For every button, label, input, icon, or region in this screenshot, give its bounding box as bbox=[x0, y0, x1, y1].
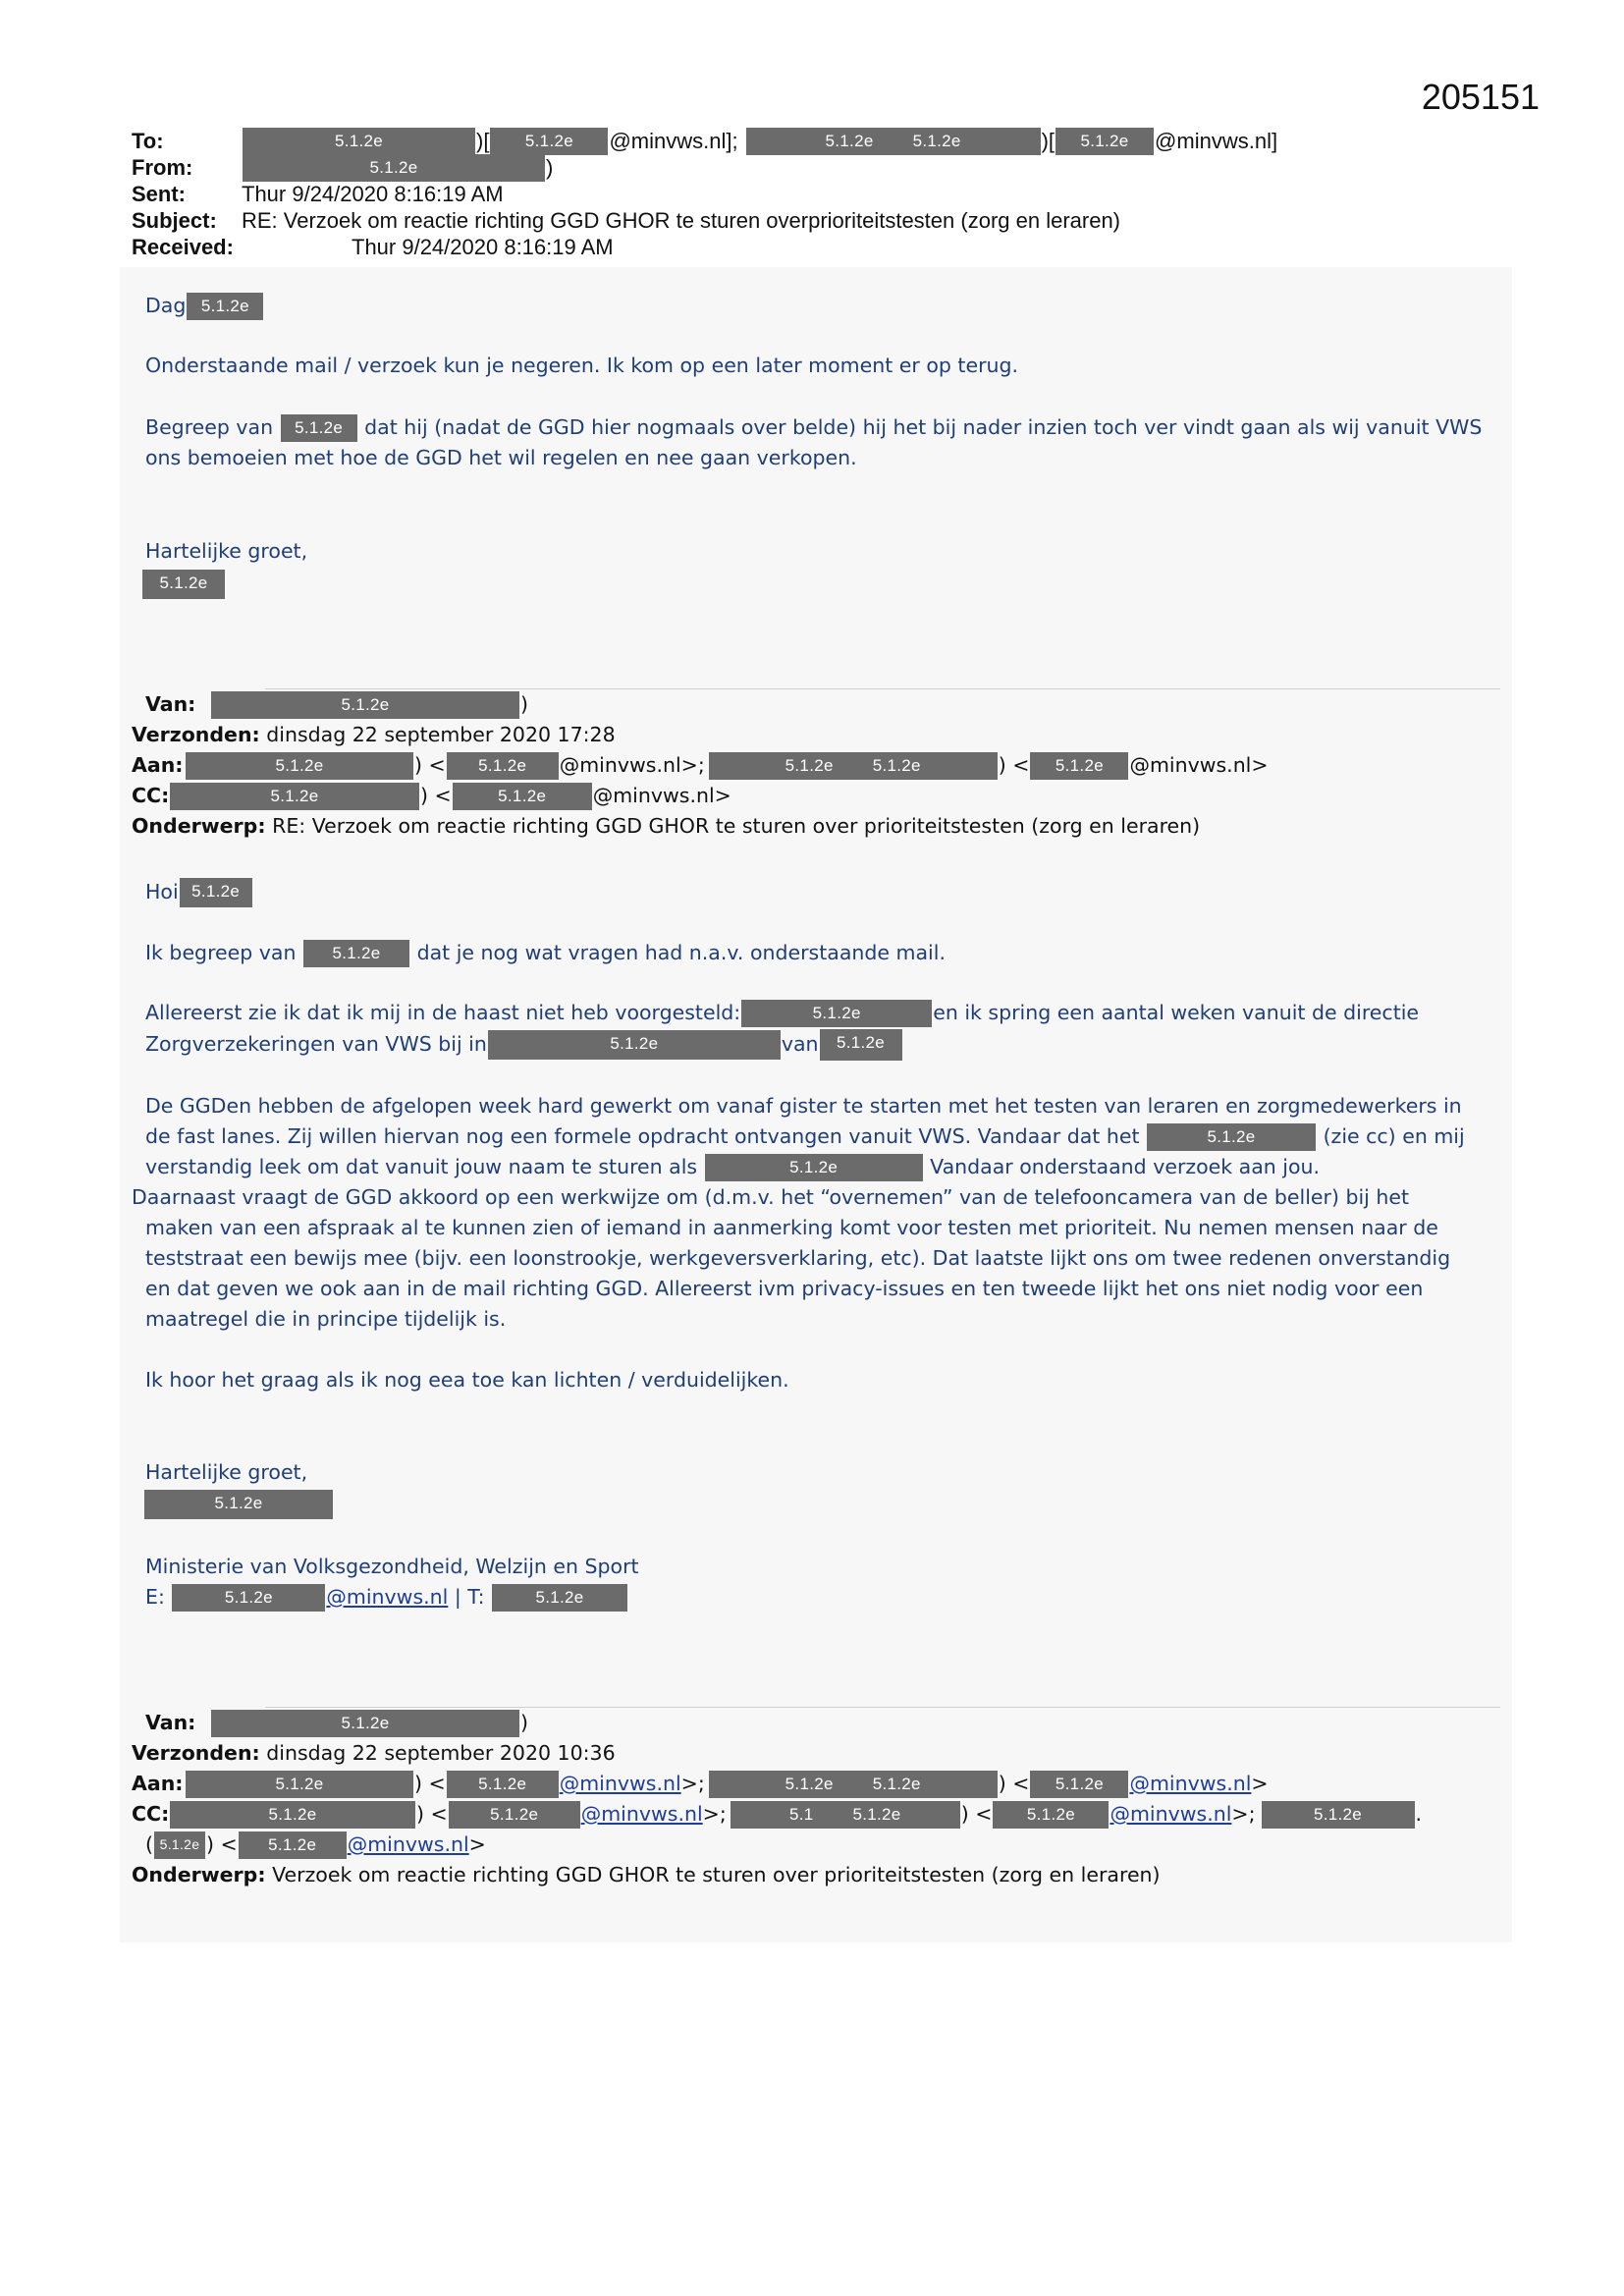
sent-row bbox=[132, 181, 1277, 207]
redaction-block: 5.1.2e bbox=[1262, 1801, 1415, 1829]
to-domain: @minvws.nl]; bbox=[609, 129, 738, 153]
signature bbox=[143, 1489, 334, 1519]
email-link[interactable]: @minvws.nl bbox=[580, 1802, 703, 1826]
redaction-block: 5.1.2e bbox=[186, 1771, 413, 1798]
redaction-block: 5.1.2e bbox=[705, 1154, 923, 1181]
email-header bbox=[132, 128, 1277, 260]
redaction-block: 5.1.2e bbox=[172, 1584, 325, 1612]
received-row bbox=[132, 234, 1277, 260]
redaction-block: 5.1.2e bbox=[1030, 752, 1128, 780]
email-link[interactable]: @minvws.nl bbox=[1129, 1772, 1252, 1795]
email-link[interactable]: @minvws.nl bbox=[326, 1585, 449, 1609]
redaction-block: 5.1.2e bbox=[449, 1801, 580, 1829]
bracket: )[ bbox=[1041, 129, 1056, 153]
redaction-block: 5.1.2e bbox=[820, 1029, 902, 1061]
verzonden-value: dinsdag 22 september 2020 10:36 bbox=[266, 1741, 616, 1765]
redaction-block: 5.1.2e bbox=[993, 1801, 1109, 1829]
greeting: Dag 5.1.2e bbox=[145, 291, 264, 321]
redaction-block: 5.1.2e bbox=[447, 752, 559, 780]
redaction-block: 5.1.2e bbox=[170, 783, 419, 810]
redaction-block: 5.1.2e bbox=[211, 1710, 519, 1737]
redaction-block: 5.1.2e bbox=[303, 940, 409, 967]
onderwerp-value: RE: Verzoek om reactie richting GGD GHOR te sturen over prioriteitstesten (zorg en leraren) bbox=[272, 814, 1201, 838]
redaction-block: 5.1.2e bbox=[281, 414, 357, 442]
paren: ) bbox=[546, 155, 554, 180]
redaction-block: 5.1.2e bbox=[170, 1801, 415, 1829]
received-value: Thur 9/24/2020 8:16:19 AM bbox=[352, 235, 614, 259]
reply-line-3: ons bemoeien met hoe de GGD het wil regelen en nee gaan verkopen. bbox=[145, 446, 857, 469]
redaction-block: 5.1.2e bbox=[488, 1030, 781, 1060]
redaction-block: 5.1.2e 5.1.2e bbox=[709, 752, 998, 780]
to-row bbox=[132, 128, 1277, 154]
onderwerp-value: Verzoek om reactie richting GGD GHOR te sturen over prioriteitstesten (zorg en leraren) bbox=[272, 1863, 1161, 1886]
aan-label: Aan: bbox=[132, 1772, 184, 1795]
redaction-block: 5.1.2e bbox=[1030, 1771, 1128, 1798]
subject-row bbox=[132, 207, 1277, 234]
page-number: 205151 bbox=[1421, 77, 1540, 117]
redaction-block: 5.1.2e bbox=[142, 570, 225, 599]
forward-header-1: Van: 5.1.2e ) Verzonden: dinsdag 22 september 2020 17:28 Aan: 5.1.2e ) < 5.1.2e @minvws.nl>; 5.1.2e 5.1.2e ) < 5.1.2e @minvws.nl> CC: 5.1.2e ) < 5.1.2e @minvws.nl> Onderwerp: RE: Verzoek om reactie richting GGD GHOR te sturen over prioriteitstesten (zorg en leraren) bbox=[132, 689, 1269, 842]
sent-value: Thur 9/24/2020 8:16:19 AM bbox=[242, 182, 504, 206]
redaction-block: 5.1.2e bbox=[154, 1831, 205, 1859]
reply-line-1: Onderstaande mail / verzoek kun je negeren. Ik kom op een later moment er op terug. bbox=[145, 354, 1019, 377]
redaction-block: 5.1.2e bbox=[243, 154, 545, 182]
from-row bbox=[132, 154, 1277, 181]
van-label: Van: bbox=[145, 1711, 196, 1734]
van-label: Van: bbox=[145, 692, 196, 716]
email-link[interactable]: @minvws.nl bbox=[347, 1832, 469, 1856]
redaction-block: 5.1.2e bbox=[447, 1771, 559, 1798]
email-link[interactable]: @minvws.nl bbox=[559, 1772, 681, 1795]
redaction-block: 5.1.2e bbox=[453, 783, 592, 810]
forward-header-2: Van: 5.1.2e ) Verzonden: dinsdag 22 september 2020 10:36 Aan: 5.1.2e ) < 5.1.2e @minvws.nl >; 5.1.2e 5.1.2e ) < 5.1.2e @minvws.nl > CC: 5.1.2e ) < 5.1.2e @minvws.nl >; 5.1 5.1.2e ) < 5.1.2e @minvws.nl >; 5.1.2e . ( 5.1.2e ) < 5.1.2e @minvws.nl > Onderwerp: Verzoek om reactie richting GGD GHOR te sturen over prioriteitstesten (zorg en leraren) bbox=[132, 1708, 1422, 1890]
redaction-block: 5.1.2e bbox=[492, 1584, 627, 1612]
email-link[interactable]: @minvws.nl bbox=[1110, 1802, 1232, 1826]
subject-label: Subject: bbox=[132, 208, 217, 233]
to-domain: @minvws.nl] bbox=[1155, 129, 1278, 153]
greeting: Hoi bbox=[145, 880, 179, 903]
cc-label: CC: bbox=[132, 784, 170, 807]
redaction-block: 5.1.2e bbox=[243, 128, 475, 155]
verzonden-label: Verzonden: bbox=[132, 1741, 260, 1765]
redaction-block: 5.1.2e bbox=[180, 878, 252, 907]
sent-label: Sent: bbox=[132, 182, 186, 206]
bracket: )[ bbox=[476, 129, 490, 153]
redaction-block: 5.1.2e bbox=[239, 1831, 347, 1859]
redaction-block: 5.1.2e bbox=[1056, 128, 1154, 155]
redaction-block: 5.1.2e bbox=[211, 691, 519, 719]
org-name: Ministerie van Volksgezondheid, Welzijn en Sport bbox=[145, 1555, 639, 1578]
redaction-block: 5.1.2e bbox=[144, 1490, 333, 1519]
closing: Hartelijke groet, bbox=[145, 1460, 308, 1484]
redaction-block: 5.1.2e bbox=[490, 128, 608, 155]
verzonden-value: dinsdag 22 september 2020 17:28 bbox=[266, 723, 616, 746]
reply-line-2: Begreep van 5.1.2e dat hij (nadat de GGD hier nogmaals over belde) hij het bij nader inzien toch ver vindt gaan als wij vanuit VWS bbox=[145, 412, 1482, 443]
subject-value: RE: Verzoek om reactie richting GGD GHOR te sturen overprioriteitstesten (zorg en leraren) bbox=[242, 208, 1121, 233]
redaction-block: 5.1.2e bbox=[1147, 1123, 1316, 1151]
aan-label: Aan: bbox=[132, 753, 184, 777]
redaction-block: 5.1.2e bbox=[187, 293, 263, 320]
redaction-block: 5.1.2e bbox=[741, 1000, 932, 1027]
received-label: Received: bbox=[132, 235, 234, 259]
onderwerp-label: Onderwerp: bbox=[132, 1863, 266, 1886]
reply-closing: Hartelijke groet, bbox=[145, 539, 308, 563]
redaction-block: 5.1.2e 5.1.2e bbox=[746, 128, 1041, 155]
onderwerp-label: Onderwerp: bbox=[132, 814, 266, 838]
verzonden-label: Verzonden: bbox=[132, 723, 260, 746]
redaction-block: 5.1.2e bbox=[186, 752, 413, 780]
from-label: From: bbox=[132, 155, 193, 180]
redaction-block: 5.1.2e 5.1.2e bbox=[709, 1771, 998, 1798]
redaction-block: 5.1 5.1.2e bbox=[731, 1801, 960, 1829]
cc-label: CC: bbox=[132, 1802, 170, 1826]
signature bbox=[141, 569, 226, 599]
to-label: To: bbox=[132, 129, 164, 153]
